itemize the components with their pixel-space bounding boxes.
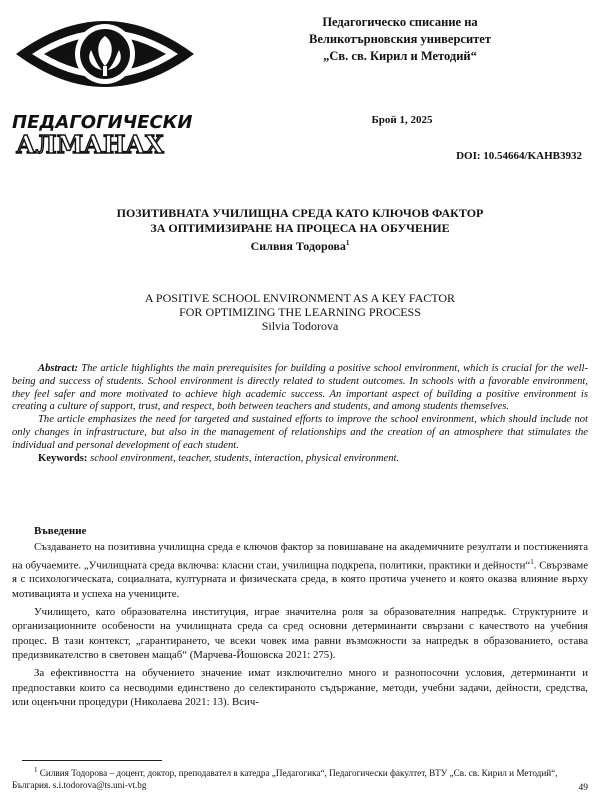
abstract-label: Abstract:: [38, 363, 79, 374]
author-bg-name: Силвия Тодорова: [250, 239, 346, 253]
journal-line-1: Педагогическо списание на: [322, 15, 478, 29]
page-number: 49: [578, 783, 588, 793]
logo-word-almanah: АЛМАНАХ: [16, 130, 164, 156]
footnote-mark: 1: [34, 766, 38, 774]
abstract-paragraph-2: The article emphasizes the need for targeted and sustained efforts to improve the school environment, which should include not only changes in infrastructure, but also in the management of relationships and the creation of an atmosphere that stimulates the individual and personal development of each student.: [12, 414, 588, 451]
abstract-text-1: The article highlights the main prerequisites for building a positive school environment, which is crucial for the well-being and success of students. School environment is directly related to student outcomes. In schools with a favorable environment, they feel safer and more motivated to achieve high academic success. An important aspect of building a positive environment is creating a culture of support, trust, and respect, both between teachers and students, and among students themselves.: [12, 363, 588, 413]
intro-paragraph-2: Училището, като образователна институция, играе значителна роля за образователния напредък. Структурните и организационните особености на училищната среда са сред основни детерминанти свързани с качеството на учебния процес. В тази контекст, „гарантирането, че всеки човек има равни възможности за напредък в образованието, остава предизвикателство в световен мащаб“ (Марчева-Йошовска 2021: 275).: [12, 606, 588, 661]
intro-p1-part-a: Създаването на позитивна училищна среда е ключов фактор за повишаване на академичните резултати и постиженията на обучаемите. „Училищната среда включва: класни стаи, училищна подкрепа, политики, практики и дейности“: [12, 541, 588, 572]
footnote: [12, 764, 588, 791]
journal-line-3: „Св. св. Кирил и Методий“: [323, 49, 477, 63]
abstract-paragraph-1: [12, 363, 588, 414]
footnote-divider: [22, 760, 162, 761]
title-en-line-1: A POSITIVE SCHOOL ENVIRONMENT AS A KEY FACTOR: [144, 291, 456, 305]
title-bulgarian: [30, 206, 570, 254]
title-bg-line-1: ПОЗИТИВНАТА УЧИЛИЩНА СРЕДА КАТО КЛЮЧОВ ФАКТОР: [116, 206, 484, 220]
title-bg-line-2: ЗА ОПТИМИЗИРАНЕ НА ПРОЦЕСА НА ОБУЧЕНИЕ: [150, 221, 450, 235]
section-heading: Въведение: [34, 525, 87, 537]
author-note-mark: 1: [345, 239, 350, 247]
intro-paragraph-1: [12, 540, 588, 601]
keywords: [12, 453, 588, 466]
journal-line-2: Великотърновския университет: [309, 32, 491, 46]
keywords-text: school environment, teacher, students, interaction, physical environment.: [87, 452, 400, 464]
journal-name: [250, 14, 550, 65]
intro-paragraph-3: За ефективността на обучението значение имат изключително много и разнопосочни условия, детерминанти и предпоставки които са несводими единствено до селектираното съдържание, методи, учебни задачи, дейности, средства, или оценъчни процедури (Николаева 2021: 13). Всич-: [12, 667, 588, 708]
title-en-line-2: FOR OPTIMIZING THE LEARNING PROCESS: [179, 305, 421, 319]
author-en: Silvia Todorova: [261, 319, 339, 333]
intro-p1-part-b: . Свързваме я с психологическата, социалната, културната и физическата среда, в която протича ученето и която оказва влияние върху мотивацията и успеха на учениците.: [12, 559, 588, 600]
logo-word-pedagogicheski: ПЕДАГОГИЧЕСКИ: [12, 112, 193, 133]
abstract: [12, 363, 588, 465]
issue-number: Брой 1, 2025: [371, 114, 433, 126]
keywords-label: Keywords:: [38, 452, 88, 464]
author-bg: [30, 236, 570, 254]
footnote-ref: 1: [530, 557, 534, 566]
journal-logo: [10, 6, 200, 156]
introduction-section: [12, 524, 588, 713]
title-english: [30, 291, 570, 333]
doi: DOI: 10.54664/KAHB3932: [456, 150, 582, 162]
footnote-text: Силвия Тодорова – доцент, доктор, преподавател в катедра „Педагогика“, Педагогически факултет, ВТУ „Св. св. Кирил и Методий“, България. s.i.todorova@ts.uni-vt.bg: [12, 768, 558, 791]
